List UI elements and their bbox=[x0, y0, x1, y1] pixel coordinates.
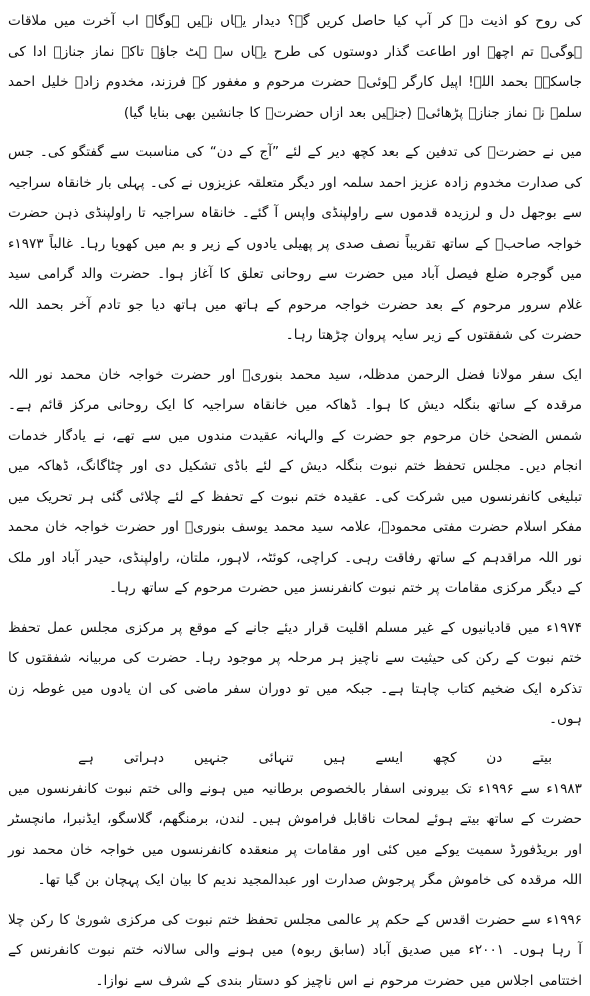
verse-word: کچھ bbox=[433, 744, 457, 772]
paragraph-3: ایک سفر مولانا فضل الرحمن مدظلہ، سید محمد بنوریؒ اور حضرت خواجہ خان محمد نور اللہ مرقدہ کے ساتھ بنگلہ دیش کا ہوا۔ ڈھاکہ میں خانقاہ سراجیہ کا ایک روحانی مرکز قائم ہے۔ شمس الضحیٰ خان مرحوم جو حضرت کے والہانہ عقیدت مندوں میں سے تھے، نے یادگار خدمات انجام دیں۔ مجلس تحفظ ختم نبوت بنگلہ دیش کے لئے باڈی تشکیل دی اور چٹاگانگ، ڈھاکہ میں تبلیغی کانفرنسوں میں شرکت کی۔ عقیدہ ختم نبوت کے تحفظ کے لئے چلائی گئی ہر تحریک میں مفکر اسلام حضرت مفتی محمودؒ، علامہ سید محمد یوسف بنوریؒ اور حضرت خواجہ خان محمد نور اللہ مراقدہم کے ساتھ رفاقت رہی۔ کراچی، کوئٹہ، لاہور، ملتان، راولپنڈی، حیدر آباد اور ملک کے دیگر مرکزی مقامات پر ختم نبوت کانفرنسز میں حضرت مرحوم کے ساتھ رہا۔ bbox=[8, 360, 582, 604]
paragraph-2: میں نے حضرتؒ کی تدفین کے بعد کچھ دیر کے لئے ”آج کے دن“ کی مناسبت سے گفتگو کی۔ جس کی صدارت مخدوم زادہ عزیز احمد سلمہ اور دیگر متعلقہ عزیزوں نے کی۔ پہلی بار خانقاہ سراجیہ سے بوجھل دل و لرزیدہ قدموں سے راولپنڈی واپس آ گئے۔ خانقاہ سراجیہ تا راولپنڈی ذہن حضرت خواجہ صاحبؒ کے ساتھ تقریباً نصف صدی پر پھیلی یادوں کے زیر و بم میں کھویا رہا۔ غالباً ۱۹۷۳ء میں گوجرہ ضلع فیصل آباد میں حضرت سے روحانی تعلق کا آغاز ہوا۔ حضرت والد گرامی سید غلام سرور مرحوم کے بعد حضرت خواجہ مرحوم کے ہاتھ میں ہاتھ دیا جو تادم آخر بحمد اللہ حضرت کی شفقتوں کے زیر سایہ پروان چڑھتا رہا۔ bbox=[8, 137, 582, 351]
paragraph-5: ۱۹۸۳ء سے ۱۹۹۶ء تک بیرونی اسفار بالخصوص برطانیہ میں ہونے والی ختم نبوت کانفرنسوں میں حضرت کے ساتھ بیتے ہوئے لمحات ناقابل فراموش ہیں۔ لندن، برمنگھم، گلاسگو، ایڈنبرا، مانچسٹر اور بریڈفورڈ سمیت یوکے میں کئی اور مقامات پر منعقدہ کانفرنسوں میں خواجہ خان محمد نور اللہ مرقدہ کی خاموش مگر پرجوش صدارت اور عبدالمجید ندیم کا بیان ایک پہچان بن گیا تھا۔ bbox=[8, 774, 582, 896]
verse-word: تنہائی bbox=[258, 744, 293, 772]
paragraph-6: ۱۹۹۶ء سے حضرت اقدس کے حکم پر عالمی مجلس تحفظ ختم نبوت کی مرکزی شوریٰ کا رکن چلا آ رہا ہوں۔ ۲۰۰۱ء میں صدیق آباد (سابق ربوہ) میں ہونے والی سالانہ ختم نبوت کانفرنس کے اختتامی اجلاس میں حضرت مرحوم نے اس ناچیز کو دستار بندی کے شرف سے نوازا۔ bbox=[8, 905, 582, 996]
paragraph-4: ۱۹۷۴ء میں قادیانیوں کے غیر مسلم اقلیت قرار دیئے جانے کے موقع پر مرکزی مجلس عمل تحفظ ختم نبوت کے رکن کی حیثیت سے ناچیز ہر مرحلہ پر موجود رہا۔ حضرت کی مربیانہ شفقتوں کا تذکرہ ایک ضخیم کتاب چاہتا ہے۔ جبکہ میں تو دوران سفر ماضی کی ان یادوں میں غوطہ زن ہوں۔ bbox=[8, 613, 582, 735]
verse-word: دن bbox=[486, 744, 502, 772]
verse-word: ہے bbox=[78, 744, 94, 772]
verse-word: ہیں bbox=[323, 744, 345, 772]
poetry-verse bbox=[8, 744, 582, 772]
verse-word: جنہیں bbox=[194, 744, 229, 772]
verse-word: ایسے bbox=[375, 744, 403, 772]
verse-word: بیتے bbox=[532, 744, 552, 772]
paragraph-1: کی روح کو اذیت دے کر آپ کیا حاصل کریں گے؟ دیدار یہاں نہیں ہوگا۔ اب آخرت میں ملاقات ہوگی۔ تم اچھے اور اطاعت گذار دوستوں کی طرح یہاں سے ہٹ جاؤ۔ تاکہ نماز جنازہ ادا کی جاسکے۔ بحمد اللہ! اپیل کارگر ہوئی۔ حضرت مرحوم و مغفور کے فرزند، مخدوم زادہ خلیل احمد سلمہ نے نماز جنازہ پڑھائی۔ (جنہیں بعد ازاں حضرتؒ کا جانشین بھی بنایا گیا) bbox=[8, 6, 582, 128]
verse-word: دہراتی bbox=[124, 744, 164, 772]
